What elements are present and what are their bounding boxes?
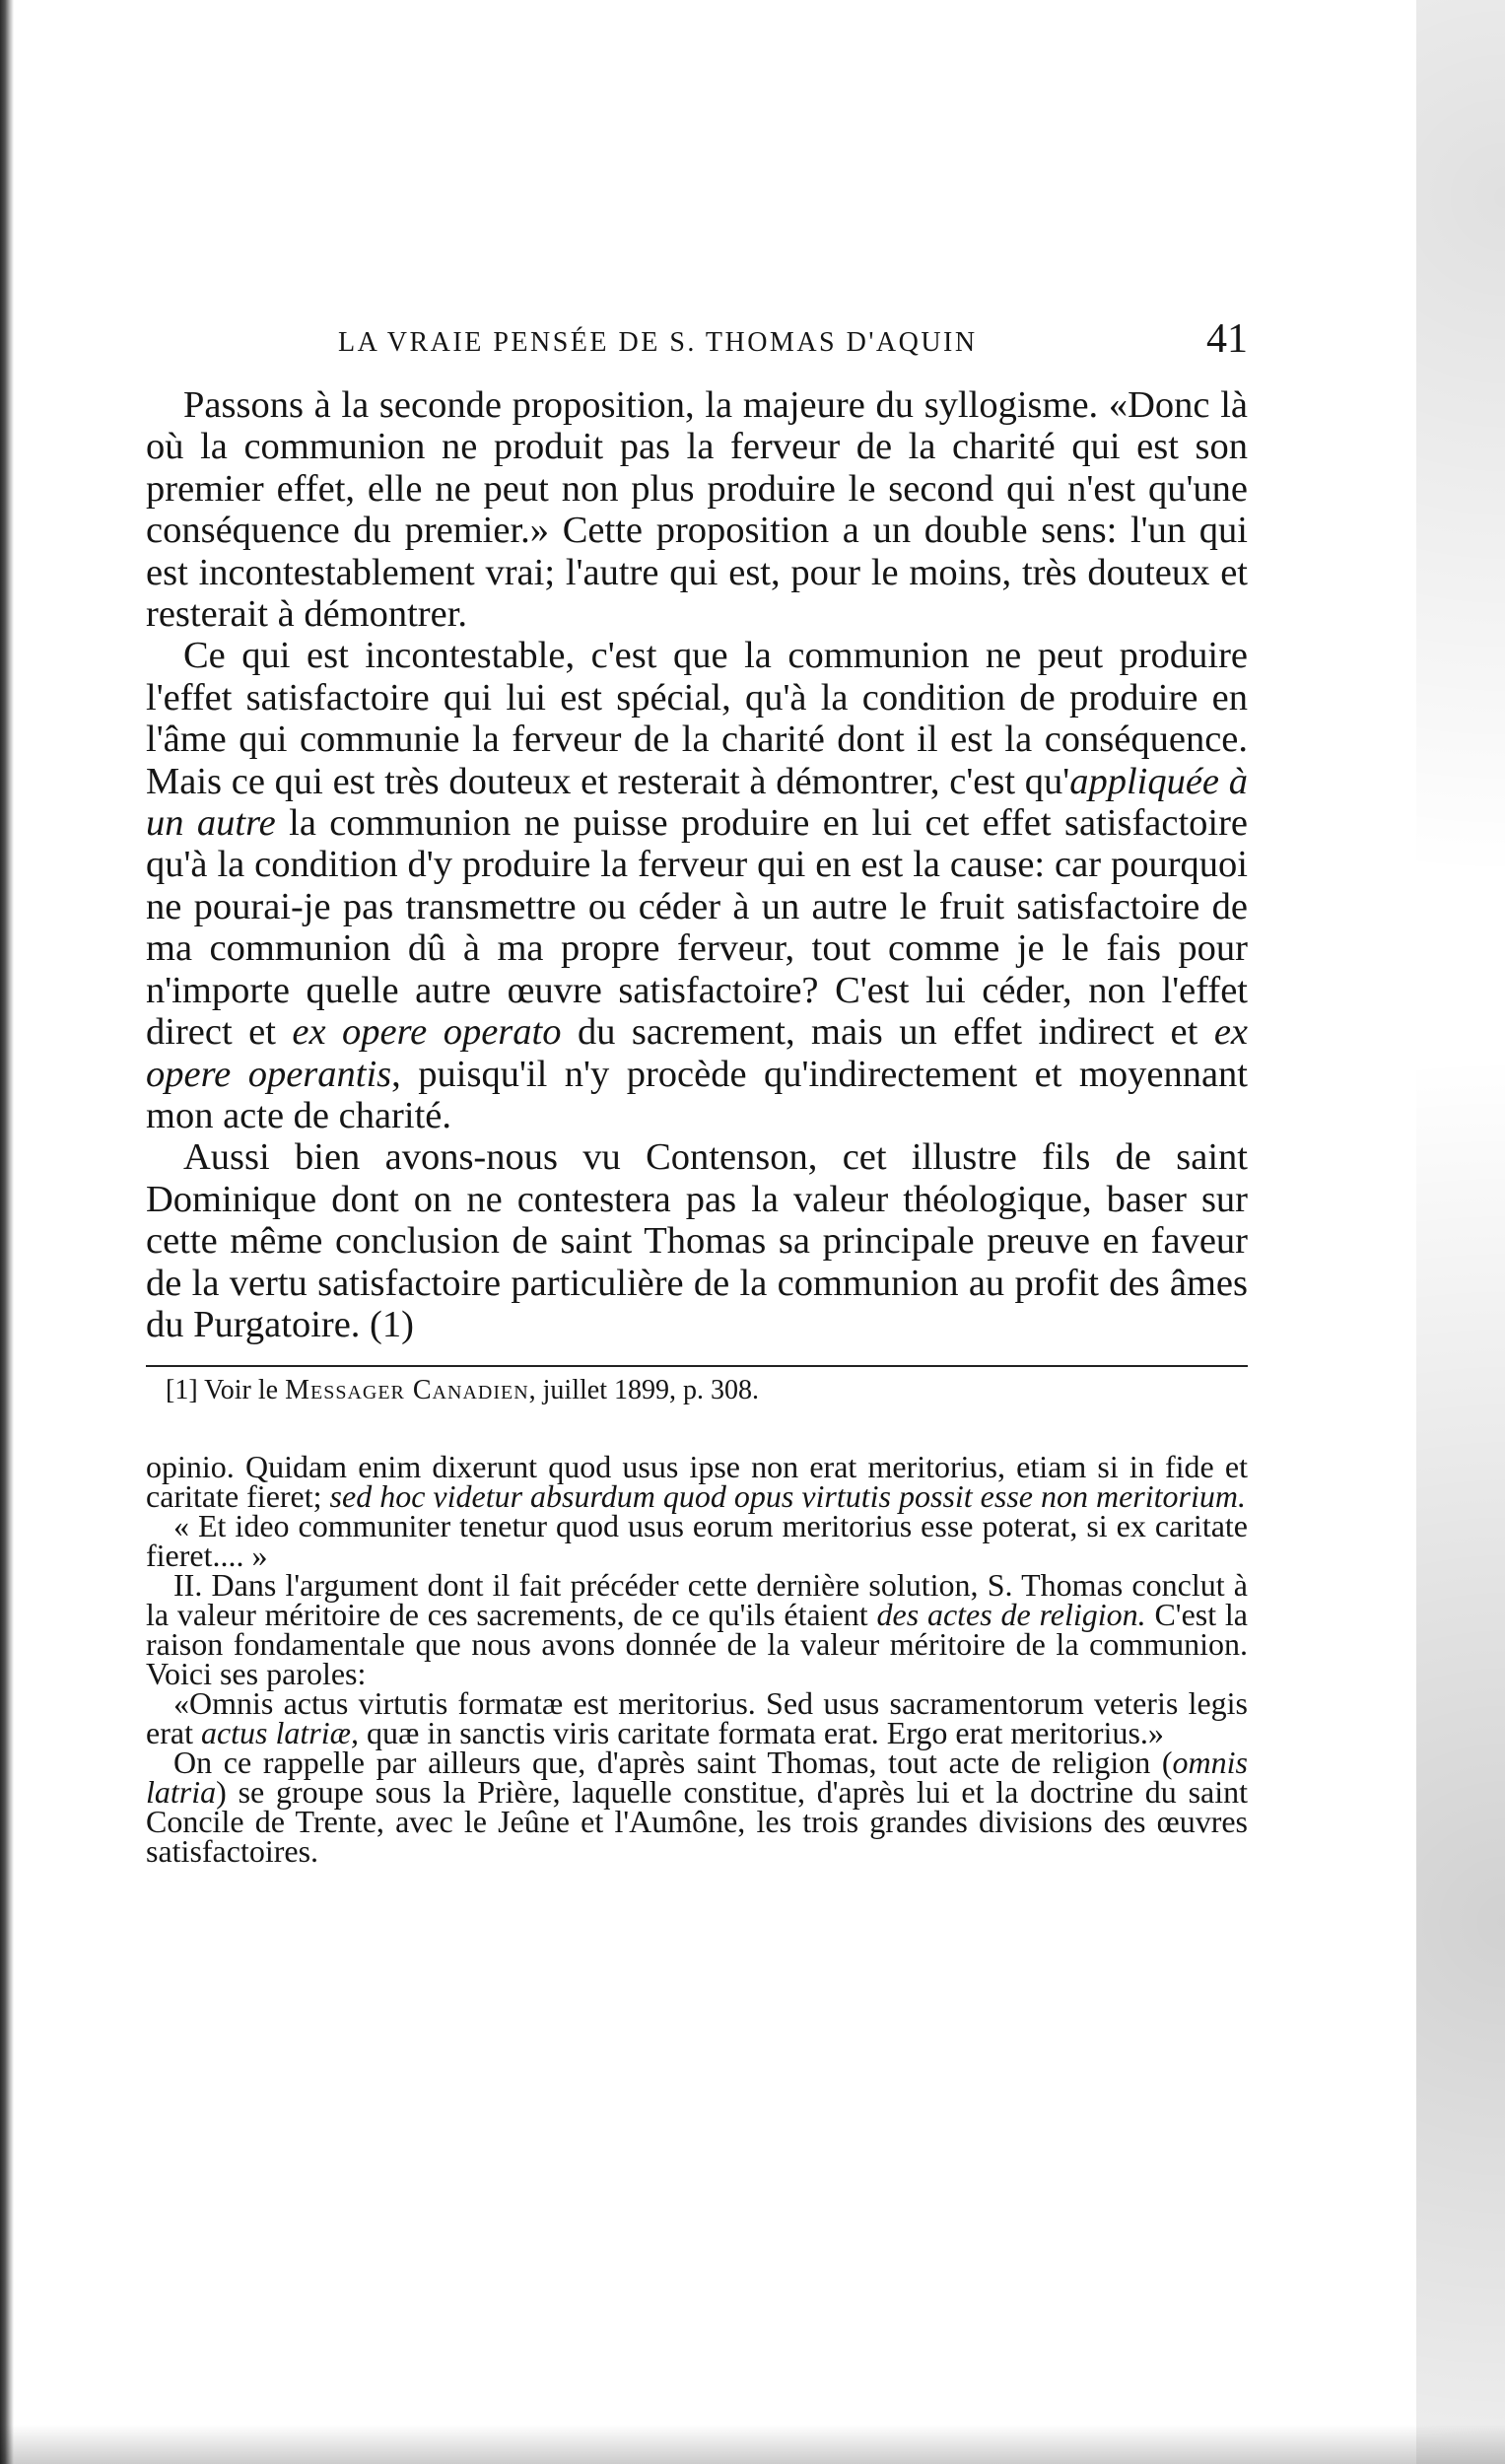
note-paragraph: [146, 1745, 1248, 1870]
footnote-text: , juillet 1899, p. 308.: [528, 1375, 759, 1406]
scan-bottom-edge: [0, 2425, 1505, 2464]
paragraph-2-text: du sacrement, mais un effet indirect et: [561, 1011, 1214, 1054]
note-text: On ce rappelle par ailleurs que, d'après saint Thomas, tout acte de religion (: [173, 1745, 1173, 1781]
book-page: [146, 315, 1249, 1870]
note-italic: des actes de religion.: [876, 1597, 1146, 1633]
note-text: C'est la raison fondamentale que nous avons donnée de la valeur méritoire de la communion. Voici ses paroles:: [146, 1597, 1249, 1692]
scan-left-edge: [0, 0, 14, 2464]
paragraph-2: [146, 635, 1248, 1136]
paragraph-2-italic: ex opere operantis: [146, 1011, 1248, 1095]
footnote-rule: [146, 1365, 1248, 1367]
note-paragraph: « Et ideo communiter tenetur quod usus eorum meritorius esse poterat, si ex caritate fieret.... »: [146, 1508, 1248, 1574]
footnote-journal: Messager Canadien: [285, 1375, 529, 1406]
main-text: [146, 384, 1248, 1345]
note-paragraph: [146, 1567, 1249, 1692]
footnote: [166, 1373, 1248, 1408]
page-number: 41: [1206, 316, 1248, 362]
note-text: opinio. Quidam enim dixerunt quod usus ipse non erat meritorius, etiam si in fide et caritate fieret;: [146, 1449, 1248, 1515]
paragraph-2-text: , puisqu'il n'y procède qu'indirectement et moyennant mon acte de charité.: [146, 1053, 1248, 1136]
paragraph-2-italic: ex opere operato: [292, 1011, 562, 1054]
note-italic: omnis latria: [146, 1745, 1248, 1811]
notes-section: [146, 1449, 1249, 1870]
paragraph-2-text: Ce qui est incontestable, c'est que la communion ne peut produire l'effet satisfactoire qui lui est spécial, qu'à la condition de produire en l'âme qui communie la ferveur de la charité dont il est la conséquence. Mais ce qui est très douteux et resterait à démontrer, c'est qu': [146, 635, 1248, 802]
footnote-text: Voir le: [197, 1375, 286, 1406]
paragraph-2-text: la communion ne puisse produire en lui cet effet satisfactoire qu'à la condition d'y produire la ferveur qui en est la cause: car pourquoi ne pourai-je pas transmettre ou céder à un autre le fruit satisfactoire de ma communion dû à ma propre ferveur, tout comme je le fais pour n'importe quelle autre œuvre satisfactoire? C'est lui céder, non l'effet direct et: [146, 802, 1248, 1054]
scan-right-edge: [1416, 0, 1505, 2464]
running-head: [146, 315, 1248, 384]
note-italic: sed hoc videtur absurdum quod opus virtutis possit esse non meritorium.: [329, 1478, 1246, 1515]
paragraph-2-italic: appliquée à un autre: [146, 760, 1248, 845]
paragraph-1: Passons à la seconde proposition, la majeure du syllogisme. «Donc là où la communion ne produit pas la ferveur de la charité qui est son premier effet, elle ne peut non plus produire le second qui n'est qu'une conséquence du premier.» Cette proposition a un double sens: l'un qui est incontestablement vrai; l'autre qui est, pour le moins, très douteux et resterait à démontrer.: [146, 384, 1248, 636]
note-text: ) se groupe sous la Prière, laquelle constitue, d'après lui et la doctrine du saint Concile de Trente, avec le Jeûne et l'Aumône, les trois grandes divisions des œuvres satisfactoires.: [146, 1774, 1248, 1870]
note-text: «Omnis actus virtutis formatæ est meritorius. Sed usus sacramentorum veteris legis erat: [146, 1685, 1248, 1751]
note-paragraph: [146, 1685, 1248, 1751]
footnote-marker: [1]: [166, 1375, 198, 1406]
running-title: LA VRAIE PENSÉE DE S. THOMAS D'AQUIN: [338, 327, 978, 358]
note-text: II. Dans l'argument dont il fait précéder cette dernière solution, S. Thomas conclut à la valeur méritoire de ces sacrements, de ce qu'ils étaient: [146, 1567, 1248, 1633]
note-paragraph: [146, 1449, 1248, 1515]
note-italic: actus latriæ,: [200, 1715, 359, 1751]
paragraph-3: Aussi bien avons-nous vu Contenson, cet illustre fils de saint Dominique dont on ne contestera pas la valeur théologique, baser sur cette même conclusion de saint Thomas sa principale preuve en faveur de la vertu satisfactoire particulière de la communion au profit des âmes du Purgatoire. (1): [146, 1136, 1248, 1345]
note-text: quæ in sanctis viris caritate formata erat. Ergo erat meritorius.»: [358, 1715, 1164, 1751]
